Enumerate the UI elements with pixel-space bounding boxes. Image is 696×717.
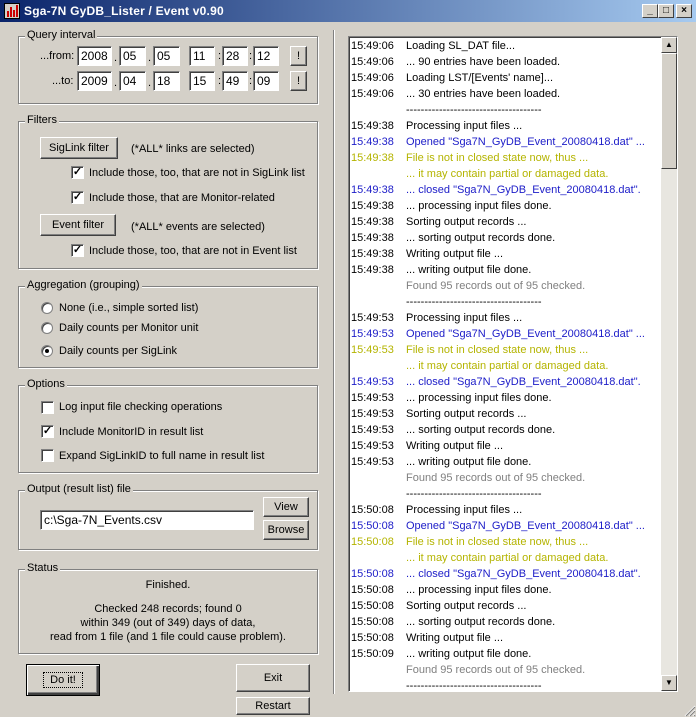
log-time: 15:49:53: [351, 424, 394, 436]
status-line: within 349 (out of 349) days of data,: [80, 617, 256, 629]
log-time: 15:49:38: [351, 216, 394, 228]
from-year-field[interactable]: 2008: [77, 46, 112, 66]
log-message: ... it may contain partial or damaged data.: [406, 360, 609, 372]
log-message: ... it may contain partial or damaged data.: [406, 552, 609, 564]
log-message: Sorting output records ...: [406, 216, 527, 228]
log-message: ... 90 entries have been loaded.: [406, 56, 561, 68]
log-time: 15:49:38: [351, 136, 394, 148]
aggregation-none-label[interactable]: None (i.e., simple sorted list): [59, 302, 199, 314]
log-message: Found 95 records out of 95 checked.: [406, 664, 586, 676]
scroll-thumb[interactable]: [661, 53, 677, 169]
log-message: ... closed "Sga7N_GyDB_Event_20080418.dat".: [406, 184, 641, 196]
log-message: -------------------------------------: [406, 488, 542, 500]
status-line: Finished.: [145, 579, 191, 591]
log-time: 15:49:38: [351, 184, 394, 196]
expand-siglinkid-checkbox[interactable]: [41, 449, 54, 462]
from-minute-field[interactable]: 28: [222, 46, 248, 66]
log-time: 15:50:09: [351, 648, 394, 660]
to-time-separator: :: [218, 75, 222, 87]
siglink-include-unlisted-label[interactable]: Include those, too, that are not in SigLink list: [89, 167, 305, 179]
log-message: -------------------------------------: [406, 104, 542, 116]
aggregation-siglink-radio[interactable]: [41, 345, 53, 357]
maximize-button[interactable]: □: [658, 4, 674, 18]
close-button[interactable]: ×: [676, 4, 692, 18]
to-label: ...to:: [52, 75, 74, 87]
status-legend: Status: [27, 562, 59, 574]
log-time: 15:50:08: [351, 632, 394, 644]
log-message: ... writing output file done.: [406, 648, 532, 660]
options-legend: Options: [27, 378, 65, 390]
from-time-separator: :: [218, 50, 222, 62]
log-message: ... closed "Sga7N_GyDB_Event_20080418.dat".: [406, 376, 641, 388]
log-time: 15:49:53: [351, 408, 394, 420]
log-time: 15:49:06: [351, 56, 394, 68]
log-time: 15:50:08: [351, 600, 394, 612]
panel-divider: [333, 30, 335, 694]
log-message: ... 30 entries have been loaded.: [406, 88, 561, 100]
output-file-legend: Output (result list) file: [27, 483, 131, 495]
title-bar[interactable]: [0, 0, 696, 22]
resize-grip-icon[interactable]: [682, 703, 696, 717]
log-message: Sorting output records ...: [406, 408, 527, 420]
log-time: 15:49:38: [351, 200, 394, 212]
log-time: 15:49:53: [351, 344, 394, 356]
siglink-include-monitor-label[interactable]: Include those, that are Monitor-related: [89, 192, 275, 204]
log-time: 15:49:38: [351, 232, 394, 244]
status-line: read from 1 file (and 1 file could cause problem).: [49, 631, 286, 643]
log-time: 15:49:53: [351, 312, 394, 324]
log-time: 15:49:38: [351, 248, 394, 260]
log-message: ... sorting output records done.: [406, 424, 556, 436]
log-message: File is not in closed state now, thus ...: [406, 344, 589, 356]
log-time: 15:49:53: [351, 392, 394, 404]
aggregation-siglink-label[interactable]: Daily counts per SigLink: [59, 345, 178, 357]
from-now-button[interactable]: !: [290, 46, 307, 66]
browse-button[interactable]: Browse: [263, 520, 309, 540]
from-label: ...from:: [40, 50, 75, 62]
log-time: 15:49:53: [351, 440, 394, 452]
log-time: 15:50:08: [351, 616, 394, 628]
to-day-field[interactable]: 18: [153, 71, 180, 91]
log-time: 15:49:53: [351, 376, 394, 388]
log-time: 15:49:53: [351, 328, 394, 340]
query-interval-legend: Query interval: [27, 29, 96, 41]
window-title: Sga-7N GyDB_Lister / Event v0.90: [24, 4, 224, 18]
log-message: Found 95 records out of 95 checked.: [406, 280, 586, 292]
log-message: Opened "Sga7N_GyDB_Event_20080418.dat" ...: [406, 136, 645, 148]
log-message: Opened "Sga7N_GyDB_Event_20080418.dat" ...: [406, 328, 645, 340]
from-separator: .: [114, 52, 118, 64]
to-separator: .: [114, 77, 118, 89]
log-message: ... sorting output records done.: [406, 616, 556, 628]
to-minute-field[interactable]: 49: [222, 71, 248, 91]
filters-legend: Filters: [27, 114, 57, 126]
log-message: Sorting output records ...: [406, 600, 527, 612]
log-message: Writing output file ...: [406, 632, 504, 644]
siglink-filter-status: (*ALL* links are selected): [131, 143, 255, 155]
log-time: 15:49:38: [351, 264, 394, 276]
log-message: -------------------------------------: [406, 296, 542, 308]
do-it-label: Do it!: [43, 672, 83, 688]
from-day-field[interactable]: 05: [153, 46, 180, 66]
log-message: Processing input files ...: [406, 312, 523, 324]
log-message: Loading LST/[Events' name]...: [406, 72, 554, 84]
log-message: File is not in closed state now, thus ...: [406, 536, 589, 548]
log-time: 15:50:08: [351, 520, 394, 532]
to-time-separator: :: [249, 75, 253, 87]
log-time: 15:49:06: [351, 40, 394, 52]
from-second-field[interactable]: 12: [253, 46, 279, 66]
log-message: Processing input files ...: [406, 120, 523, 132]
siglink-include-unlisted-checkbox[interactable]: ✓: [72, 166, 83, 178]
restart-button[interactable]: Restart: [236, 697, 310, 715]
to-hour-field[interactable]: 15: [189, 71, 215, 91]
aggregation-none-radio[interactable]: [41, 302, 53, 314]
log-panel[interactable]: [348, 36, 678, 692]
log-message: ... writing output file done.: [406, 456, 532, 468]
log-message: Writing output file ...: [406, 248, 504, 260]
log-message: -------------------------------------: [406, 680, 542, 692]
from-time-separator: :: [249, 50, 253, 62]
from-separator: .: [148, 52, 152, 64]
app-icon[interactable]: [4, 3, 20, 19]
do-it-button[interactable]: [26, 664, 100, 696]
log-checking-label[interactable]: Log input file checking operations: [59, 401, 223, 413]
log-message: ... writing output file done.: [406, 264, 532, 276]
minimize-button[interactable]: _: [642, 4, 658, 18]
status-line: Checked 248 records; found 0: [94, 603, 242, 615]
siglink-include-monitor-checkbox[interactable]: ✓: [72, 191, 83, 203]
log-message: ... closed "Sga7N_GyDB_Event_20080418.dat".: [406, 568, 641, 580]
log-scrollbar[interactable]: [661, 37, 677, 691]
to-month-field[interactable]: 04: [119, 71, 146, 91]
aggregation-monitor-radio[interactable]: [41, 322, 53, 334]
expand-siglinkid-label[interactable]: Expand SigLinkID to full name in result list: [59, 450, 265, 462]
event-filter-button[interactable]: Event filter: [40, 214, 116, 236]
log-message: ... processing input files done.: [406, 392, 552, 404]
log-time: 15:49:06: [351, 72, 394, 84]
log-message: File is not in closed state now, thus ...: [406, 152, 589, 164]
include-monitorid-label[interactable]: Include MonitorID in result list: [59, 426, 204, 438]
log-time: 15:49:38: [351, 120, 394, 132]
event-include-unlisted-label[interactable]: Include those, too, that are not in Event list: [89, 245, 297, 257]
to-now-button[interactable]: !: [290, 71, 307, 91]
log-message: ... it may contain partial or damaged data.: [406, 168, 609, 180]
log-message: Loading SL_DAT file...: [406, 40, 516, 52]
include-monitorid-checkbox[interactable]: ✓: [42, 425, 53, 437]
exit-button[interactable]: Exit: [236, 664, 310, 692]
to-year-field[interactable]: 2009: [77, 71, 112, 91]
view-button[interactable]: View: [263, 497, 309, 517]
from-hour-field[interactable]: 11: [189, 46, 215, 66]
event-filter-status: (*ALL* events are selected): [131, 221, 265, 233]
log-message: Found 95 records out of 95 checked.: [406, 472, 586, 484]
log-time: 15:50:08: [351, 504, 394, 516]
log-time: 15:50:08: [351, 536, 394, 548]
to-second-field[interactable]: 09: [253, 71, 279, 91]
status-text: [19, 578, 317, 644]
log-message: Writing output file ...: [406, 440, 504, 452]
log-checking-checkbox[interactable]: [41, 401, 54, 414]
log-message: Processing input files ...: [406, 504, 523, 516]
log-time: 15:49:53: [351, 456, 394, 468]
log-time: 15:50:08: [351, 568, 394, 580]
from-month-field[interactable]: 05: [119, 46, 146, 66]
to-separator: .: [148, 77, 152, 89]
log-time: 15:49:38: [351, 152, 394, 164]
log-message: ... sorting output records done.: [406, 232, 556, 244]
log-time: 15:50:08: [351, 584, 394, 596]
event-include-unlisted-checkbox[interactable]: ✓: [72, 244, 83, 256]
log-message: Opened "Sga7N_GyDB_Event_20080418.dat" ...: [406, 520, 645, 532]
scroll-down-icon[interactable]: ▼: [661, 675, 677, 691]
log-time: 15:49:06: [351, 88, 394, 100]
aggregation-monitor-label[interactable]: Daily counts per Monitor unit: [59, 322, 199, 334]
log-message: ... processing input files done.: [406, 200, 552, 212]
scroll-up-icon[interactable]: ▲: [661, 37, 677, 53]
output-path-input[interactable]: c:\Sga-7N_Events.csv: [40, 510, 254, 530]
siglink-filter-button[interactable]: SigLink filter: [40, 137, 118, 159]
aggregation-legend: Aggregation (grouping): [27, 279, 140, 291]
log-message: ... processing input files done.: [406, 584, 552, 596]
